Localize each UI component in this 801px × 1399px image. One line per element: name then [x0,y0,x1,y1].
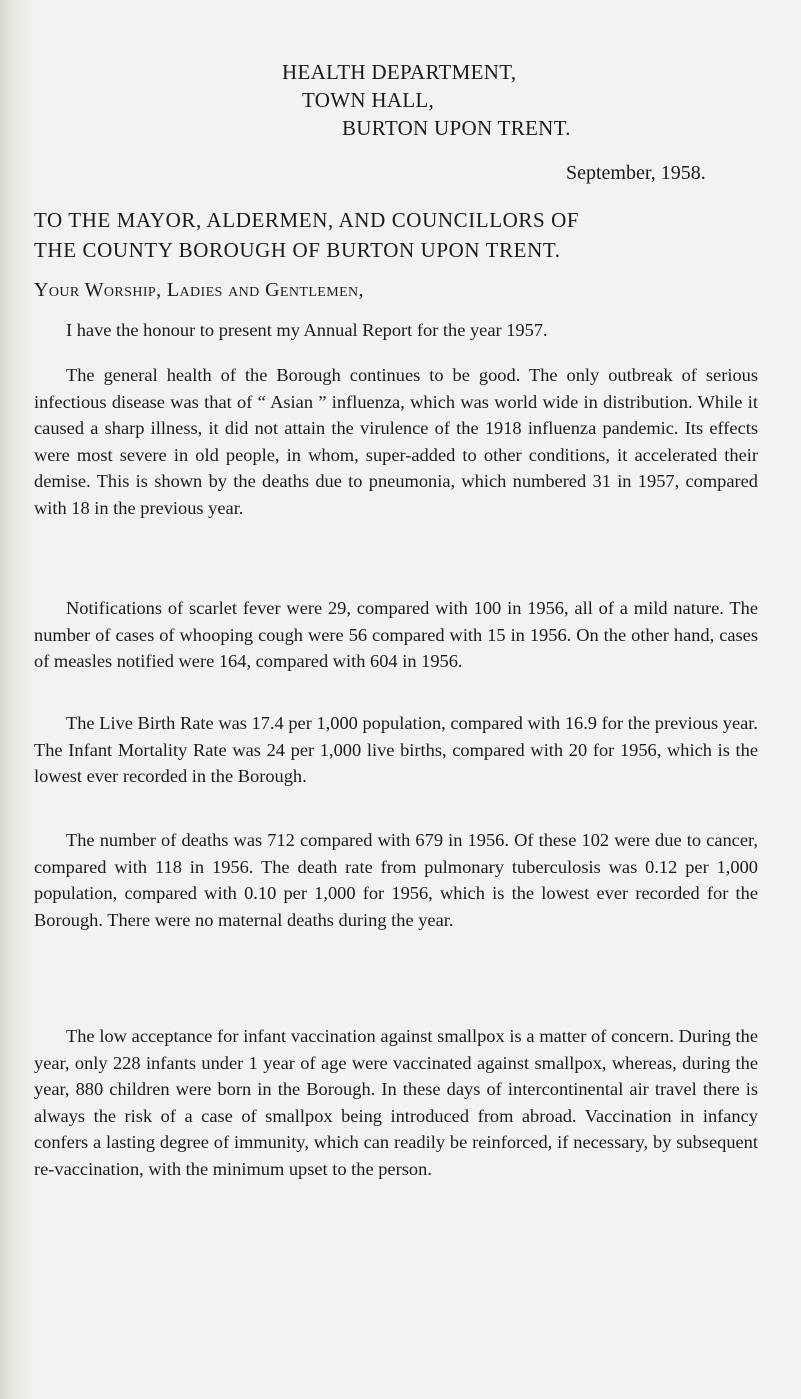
paragraph-notifications: Notifications of scarlet fever were 29, compared with 100 in 1956, all of a mild nature. The number of cases of whooping cough were 56 compared with 15 in 1956. On the other hand, cases of measles notified were 164, compared with 604 in 1956. [34,598,758,672]
paragraph-vaccination: The low acceptance for infant vaccination against smallpox is a matter of concern. During the year, only 228 infants under 1 year of age were vaccinated against smallpox, whereas, during the year, 880 children were born in the Borough. In these days of intercontinental air travel there is always the risk of a case of smallpox being introduced from abroad. Vaccination in infancy confers a lasting degree of immunity, which can readily be reinforced, if necessary, by subsequent re-vaccination, with the minimum upset to the person. [34,1026,758,1179]
letter-date: September, 1958. [566,162,706,184]
page-edge-shadow [0,0,34,1399]
letterhead-department: HEALTH DEPARTMENT, [282,60,517,84]
paragraph-deaths: The number of deaths was 712 compared with 679 in 1956. Of these 102 were due to cancer, compared with 118 in 1956. The death rate from pulmonary tuberculosis was 0.12 per 1,000 population, compared with 0.10 per 1,000 for 1956, which is the lowest ever recorded for the Borough. There were no maternal deaths during the year. [34,830,758,930]
addressee-line-2: THE COUNTY BOROUGH OF BURTON UPON TRENT. [34,238,561,262]
salutation: Your Worship, Ladies and Gentlemen, [34,279,364,301]
paragraph-birth-rate: The Live Birth Rate was 17.4 per 1,000 population, compared with 16.9 for the previous year. The Infant Mortality Rate was 24 per 1,000 live births, compared with 20 for 1956, which is the lowest ever recorded in the Borough. [34,713,758,787]
paragraph-general-health: The general health of the Borough continues to be good. The only outbreak of serious infectious disease was that of “ Asian ” influenza, which was world wide in distribution. While it caused a sharp illness, it did not attain the virulence of the 1918 influenza pandemic. Its effects were most severe in old people, in whom, super-added to other conditions, it accelerated their demise. This is shown by the deaths due to pneumonia, which numbered 31 in 1957, compared with 18 in the previous year. [34,365,758,518]
addressee-line-1: TO THE MAYOR, ALDERMEN, AND COUNCILLORS OF [34,208,580,232]
letterhead-building: TOWN HALL, [302,88,435,112]
letterhead-town: BURTON UPON TRENT. [342,116,571,140]
paragraph-introduction: I have the honour to present my Annual Report for the year 1957. [66,320,548,340]
addressee-block [34,205,764,265]
